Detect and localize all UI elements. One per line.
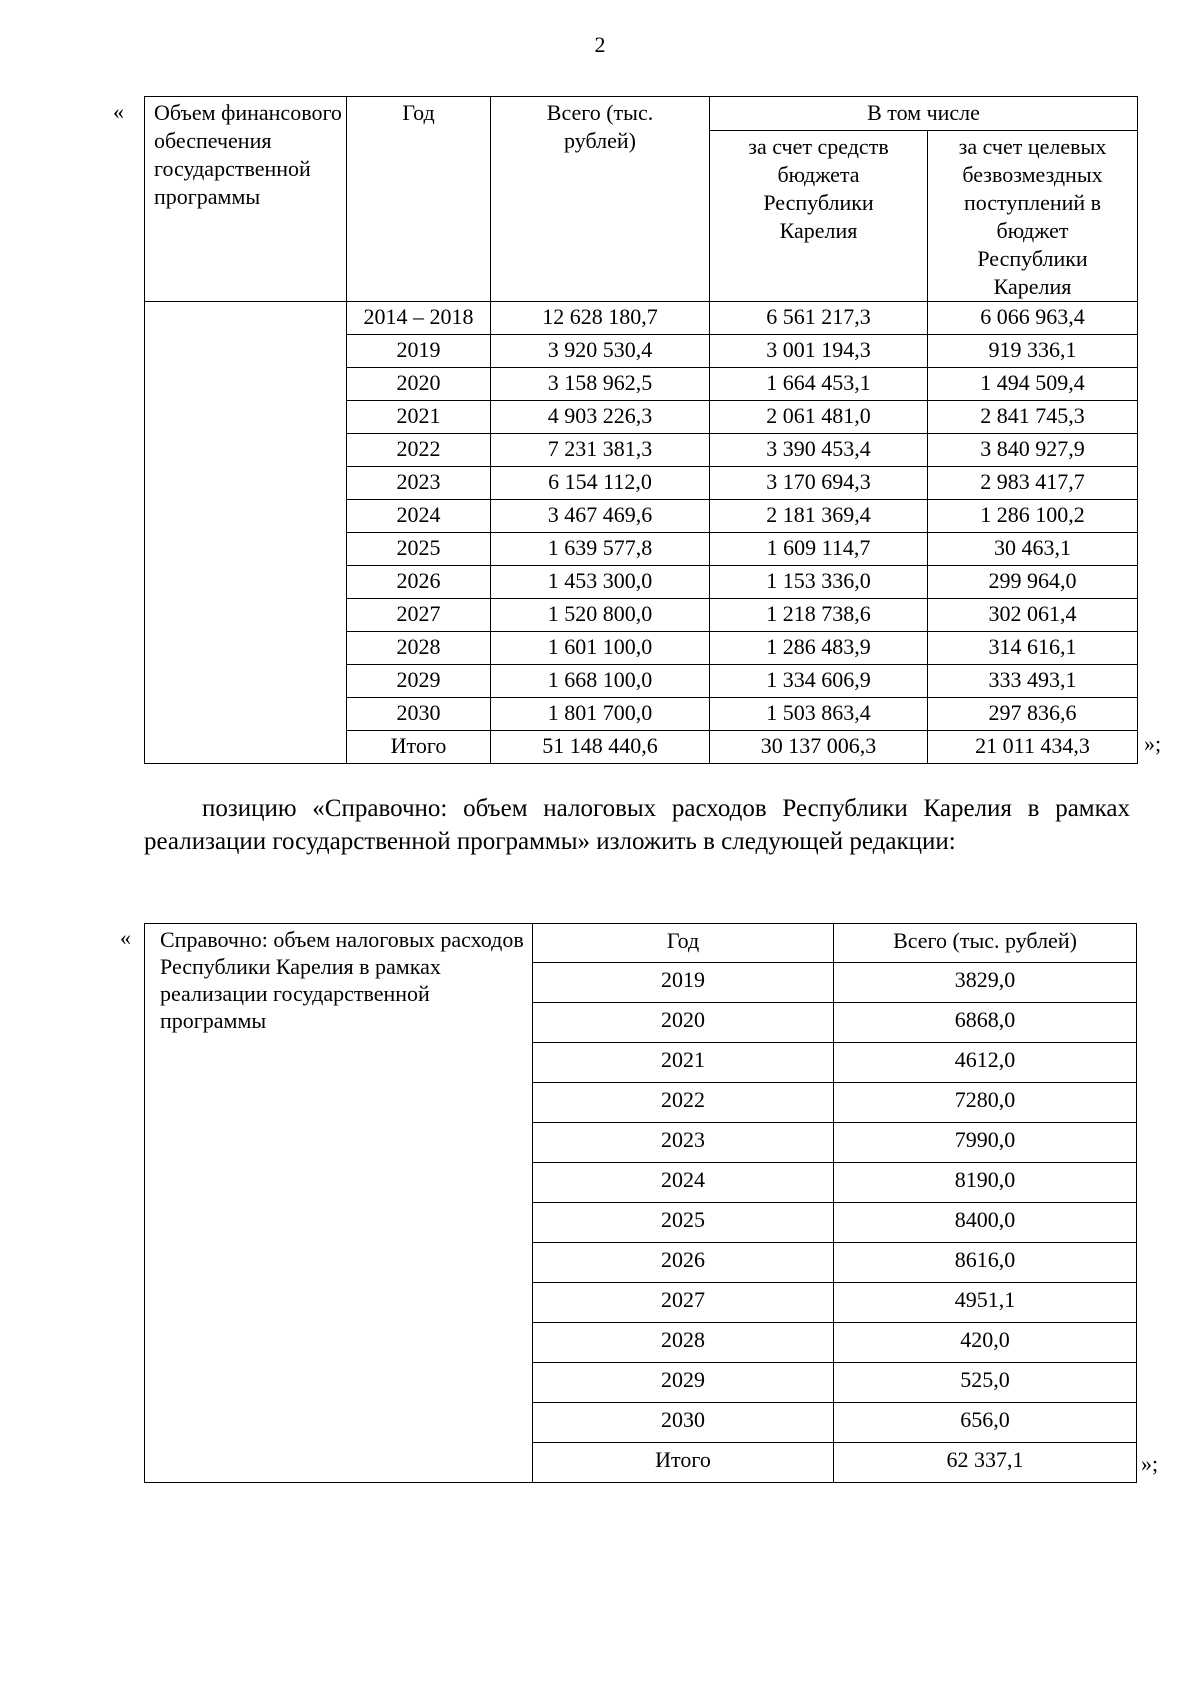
row-total: 1 801 700,0: [491, 698, 710, 731]
table1-open-quote: «: [113, 99, 124, 124]
row-year: 2025: [533, 1203, 834, 1243]
row-budget: 1 609 114,7: [710, 533, 928, 566]
row-grants: 2 983 417,7: [928, 467, 1138, 500]
total-grants: 21 011 434,3: [928, 731, 1138, 764]
row-grants: 6 066 963,4: [928, 302, 1138, 335]
row-grants: 302 061,4: [928, 599, 1138, 632]
row-grants: 3 840 927,9: [928, 434, 1138, 467]
page-number: 2: [594, 32, 606, 57]
row-total: 3829,0: [834, 963, 1137, 1003]
row-year: 2026: [533, 1243, 834, 1283]
row-total: 8400,0: [834, 1203, 1137, 1243]
tax-label: Справочно: объем налоговых расходов Республики Карелия в рамках реализации государственной программы: [160, 927, 524, 1033]
row-year: 2022: [347, 434, 491, 467]
row-grants: 1 494 509,4: [928, 368, 1138, 401]
row-total: 525,0: [834, 1363, 1137, 1403]
row-year: 2027: [347, 599, 491, 632]
financing-label-cell: [145, 97, 347, 302]
total-value: 51 148 440,6: [491, 731, 710, 764]
total-label: Итого: [533, 1443, 834, 1483]
row-total: 12 628 180,7: [491, 302, 710, 335]
table-row: [145, 302, 1138, 335]
row-year: 2030: [347, 698, 491, 731]
header-budget: за счет средств бюджета Республики Карелия: [710, 131, 928, 302]
row-total: 656,0: [834, 1403, 1137, 1443]
row-grants: 299 964,0: [928, 566, 1138, 599]
row-year: 2025: [347, 533, 491, 566]
row-grants: 297 836,6: [928, 698, 1138, 731]
row-total: 7 231 381,3: [491, 434, 710, 467]
row-total: 6868,0: [834, 1003, 1137, 1043]
row-total: 8616,0: [834, 1243, 1137, 1283]
row-budget: 1 286 483,9: [710, 632, 928, 665]
row-total: 7990,0: [834, 1123, 1137, 1163]
row-total: 1 668 100,0: [491, 665, 710, 698]
row-total: 3 158 962,5: [491, 368, 710, 401]
row-budget: 6 561 217,3: [710, 302, 928, 335]
row-year: 2020: [533, 1003, 834, 1043]
row-total: 6 154 112,0: [491, 467, 710, 500]
row-budget: 1 218 738,6: [710, 599, 928, 632]
row-total: 4612,0: [834, 1043, 1137, 1083]
row-total: 4 903 226,3: [491, 401, 710, 434]
row-grants: 333 493,1: [928, 665, 1138, 698]
row-year: 2024: [533, 1163, 834, 1203]
row-budget: 3 390 453,4: [710, 434, 928, 467]
row-year: 2028: [533, 1323, 834, 1363]
row-year: 2019: [533, 963, 834, 1003]
header-total: Всего (тыс. рублей): [491, 97, 710, 302]
table2-open-quote: «: [120, 925, 131, 950]
row-year: 2023: [533, 1123, 834, 1163]
row-year: 2022: [533, 1083, 834, 1123]
row-grants: 919 336,1: [928, 335, 1138, 368]
total-label: Итого: [347, 731, 491, 764]
header-total: Всего (тыс. рублей): [834, 924, 1137, 963]
row-year: 2020: [347, 368, 491, 401]
header-grants: за счет целевых безвозмездных поступлений в бюджет Республики Карелия: [928, 131, 1138, 302]
row-total: 8190,0: [834, 1163, 1137, 1203]
row-budget: 1 334 606,9: [710, 665, 928, 698]
row-budget: 1 503 863,4: [710, 698, 928, 731]
row-year: 2029: [347, 665, 491, 698]
total-budget: 30 137 006,3: [710, 731, 928, 764]
row-year: 2014 – 2018: [347, 302, 491, 335]
row-grants: 30 463,1: [928, 533, 1138, 566]
row-budget: 1 664 453,1: [710, 368, 928, 401]
header-including: В том числе: [710, 97, 1138, 131]
row-budget: 1 153 336,0: [710, 566, 928, 599]
row-year: 2029: [533, 1363, 834, 1403]
row-grants: 314 616,1: [928, 632, 1138, 665]
row-year: 2021: [533, 1043, 834, 1083]
header-year: Год: [347, 97, 491, 302]
row-budget: 3 170 694,3: [710, 467, 928, 500]
financing-table: [144, 96, 1138, 764]
table1-close-quote: »;: [1144, 731, 1162, 756]
row-year: 2027: [533, 1283, 834, 1323]
row-year: 2021: [347, 401, 491, 434]
table2-close-quote: »;: [1141, 1451, 1159, 1476]
row-budget: 2 061 481,0: [710, 401, 928, 434]
tax-label-cell: [145, 924, 533, 1483]
row-grants: 2 841 745,3: [928, 401, 1138, 434]
row-total: 1 601 100,0: [491, 632, 710, 665]
label-spacer: [145, 302, 347, 764]
row-total: 1 453 300,0: [491, 566, 710, 599]
financing-label: Объем финансового обеспечения государственной программы: [154, 100, 342, 209]
row-total: 4951,1: [834, 1283, 1137, 1323]
row-total: 7280,0: [834, 1083, 1137, 1123]
row-year: 2030: [533, 1403, 834, 1443]
tax-expenditure-table: [144, 923, 1137, 1483]
row-budget: 2 181 369,4: [710, 500, 928, 533]
row-total: 420,0: [834, 1323, 1137, 1363]
header-year: Год: [533, 924, 834, 963]
row-total: 3 920 530,4: [491, 335, 710, 368]
amendment-paragraph: позицию «Справочно: объем налоговых расходов Республики Карелия в рамках реализации государственной программы» изложить в следующей редакции:: [144, 795, 1130, 855]
total-value: 62 337,1: [834, 1443, 1137, 1483]
row-total: 1 520 800,0: [491, 599, 710, 632]
row-year: 2023: [347, 467, 491, 500]
row-budget: 3 001 194,3: [710, 335, 928, 368]
row-year: 2028: [347, 632, 491, 665]
row-year: 2026: [347, 566, 491, 599]
row-grants: 1 286 100,2: [928, 500, 1138, 533]
row-total: 3 467 469,6: [491, 500, 710, 533]
row-year: 2024: [347, 500, 491, 533]
row-year: 2019: [347, 335, 491, 368]
row-total: 1 639 577,8: [491, 533, 710, 566]
